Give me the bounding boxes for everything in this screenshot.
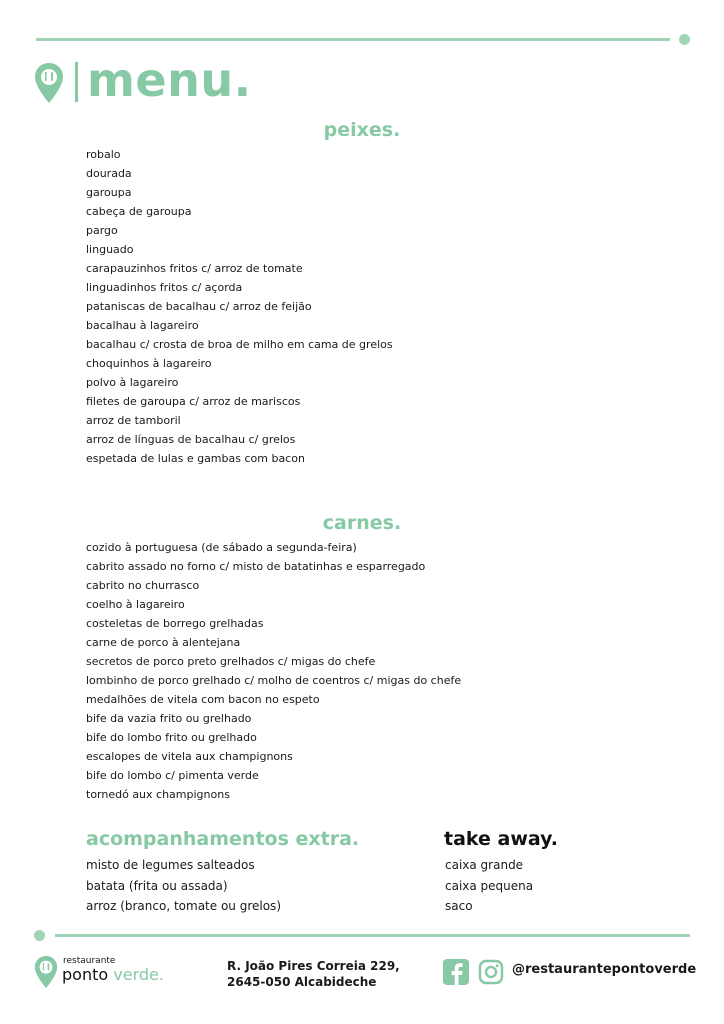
list-item: medalhões de vitela com bacon no espeto [86,693,320,706]
list-item: bacalhau à lagareiro [86,319,199,332]
location-pin-icon [34,955,58,989]
social-handle[interactable]: @restaurantepontoverde [512,962,697,977]
list-item: choquinhos à lagareiro [86,357,212,370]
list-item: linguadinhos fritos c/ açorda [86,281,243,294]
section-title-takeaway: take away. [444,828,558,850]
list-item: bife do lombo c/ pimenta verde [86,769,259,782]
list-item: batata (frita ou assada) [86,878,228,893]
section-title-carnes: carnes. [322,512,402,534]
list-item: cabeça de garoupa [86,205,192,218]
list-item: arroz de tamboril [86,414,181,427]
brand-word-ponto: ponto [62,965,109,984]
instagram-icon[interactable] [478,959,504,985]
list-item: pataniscas de bacalhau c/ arroz de feijão [86,300,312,313]
list-item: pargo [86,224,118,237]
list-item: tornedó aux champignons [86,788,230,801]
list-item: arroz (branco, tomate ou grelos) [86,899,281,913]
brand-name [62,965,164,985]
list-item: dourada [86,167,132,180]
facebook-icon[interactable] [443,959,469,985]
address-line-1: R. João Pires Correia 229, [227,959,400,973]
takeaway-list [445,855,533,917]
list-item: linguado [86,243,134,256]
list-item: bife do lombo frito ou grelhado [86,731,257,744]
list-item: misto de legumes salteados [86,858,255,872]
list-item: bacalhau c/ crosta de broa de milho em cama de grelos [86,338,393,351]
peixes-list [86,145,393,468]
list-item: cabrito assado no forno c/ misto de batatinhas e esparregado [86,560,426,573]
carnes-list [86,538,461,804]
list-item: coelho à lagareiro [86,598,185,611]
list-item: espetada de lulas e gambas com bacon [86,452,305,465]
top-divider [36,38,670,41]
list-item: arroz de línguas de bacalhau c/ grelos [86,433,296,446]
brand-subtitle: restaurante [63,956,116,966]
top-divider-dot [679,34,690,45]
bottom-divider [55,934,690,937]
section-title-peixes: peixes. [323,119,401,141]
list-item: lombinho de porco grelhado c/ molho de coentros c/ migas do chefe [86,674,462,687]
page-title: menu. [87,53,252,107]
list-item: robalo [86,148,121,161]
address-line-2: 2645-050 Alcabideche [227,975,377,989]
title-separator [75,62,78,102]
list-item: polvo à lagareiro [86,376,179,389]
brand-word-verde: verde. [113,965,164,984]
list-item: bife da vazia frito ou grelhado [86,712,252,725]
list-item: caixa pequena [445,878,534,893]
list-item: saco [445,899,473,913]
list-item: caixa grande [445,858,524,872]
location-pin-icon [34,62,64,104]
list-item: cabrito no churrasco [86,579,200,592]
list-item: filetes de garoupa c/ arroz de mariscos [86,395,301,408]
list-item: costeletas de borrego grelhadas [86,617,264,630]
list-item: cozido à portuguesa (de sábado a segunda-feira) [86,541,357,554]
list-item: escalopes de vitela aux champignons [86,750,293,763]
list-item: carne de porco à alentejana [86,636,241,649]
bottom-divider-dot [34,930,45,941]
list-item: carapauzinhos fritos c/ arroz de tomate [86,262,303,275]
acompanhamentos-list [86,855,281,917]
list-item: secretos de porco preto grelhados c/ migas do chefe [86,655,376,668]
address [227,958,400,990]
list-item: garoupa [86,186,132,199]
section-title-acompanhamentos: acompanhamentos extra. [86,828,360,850]
